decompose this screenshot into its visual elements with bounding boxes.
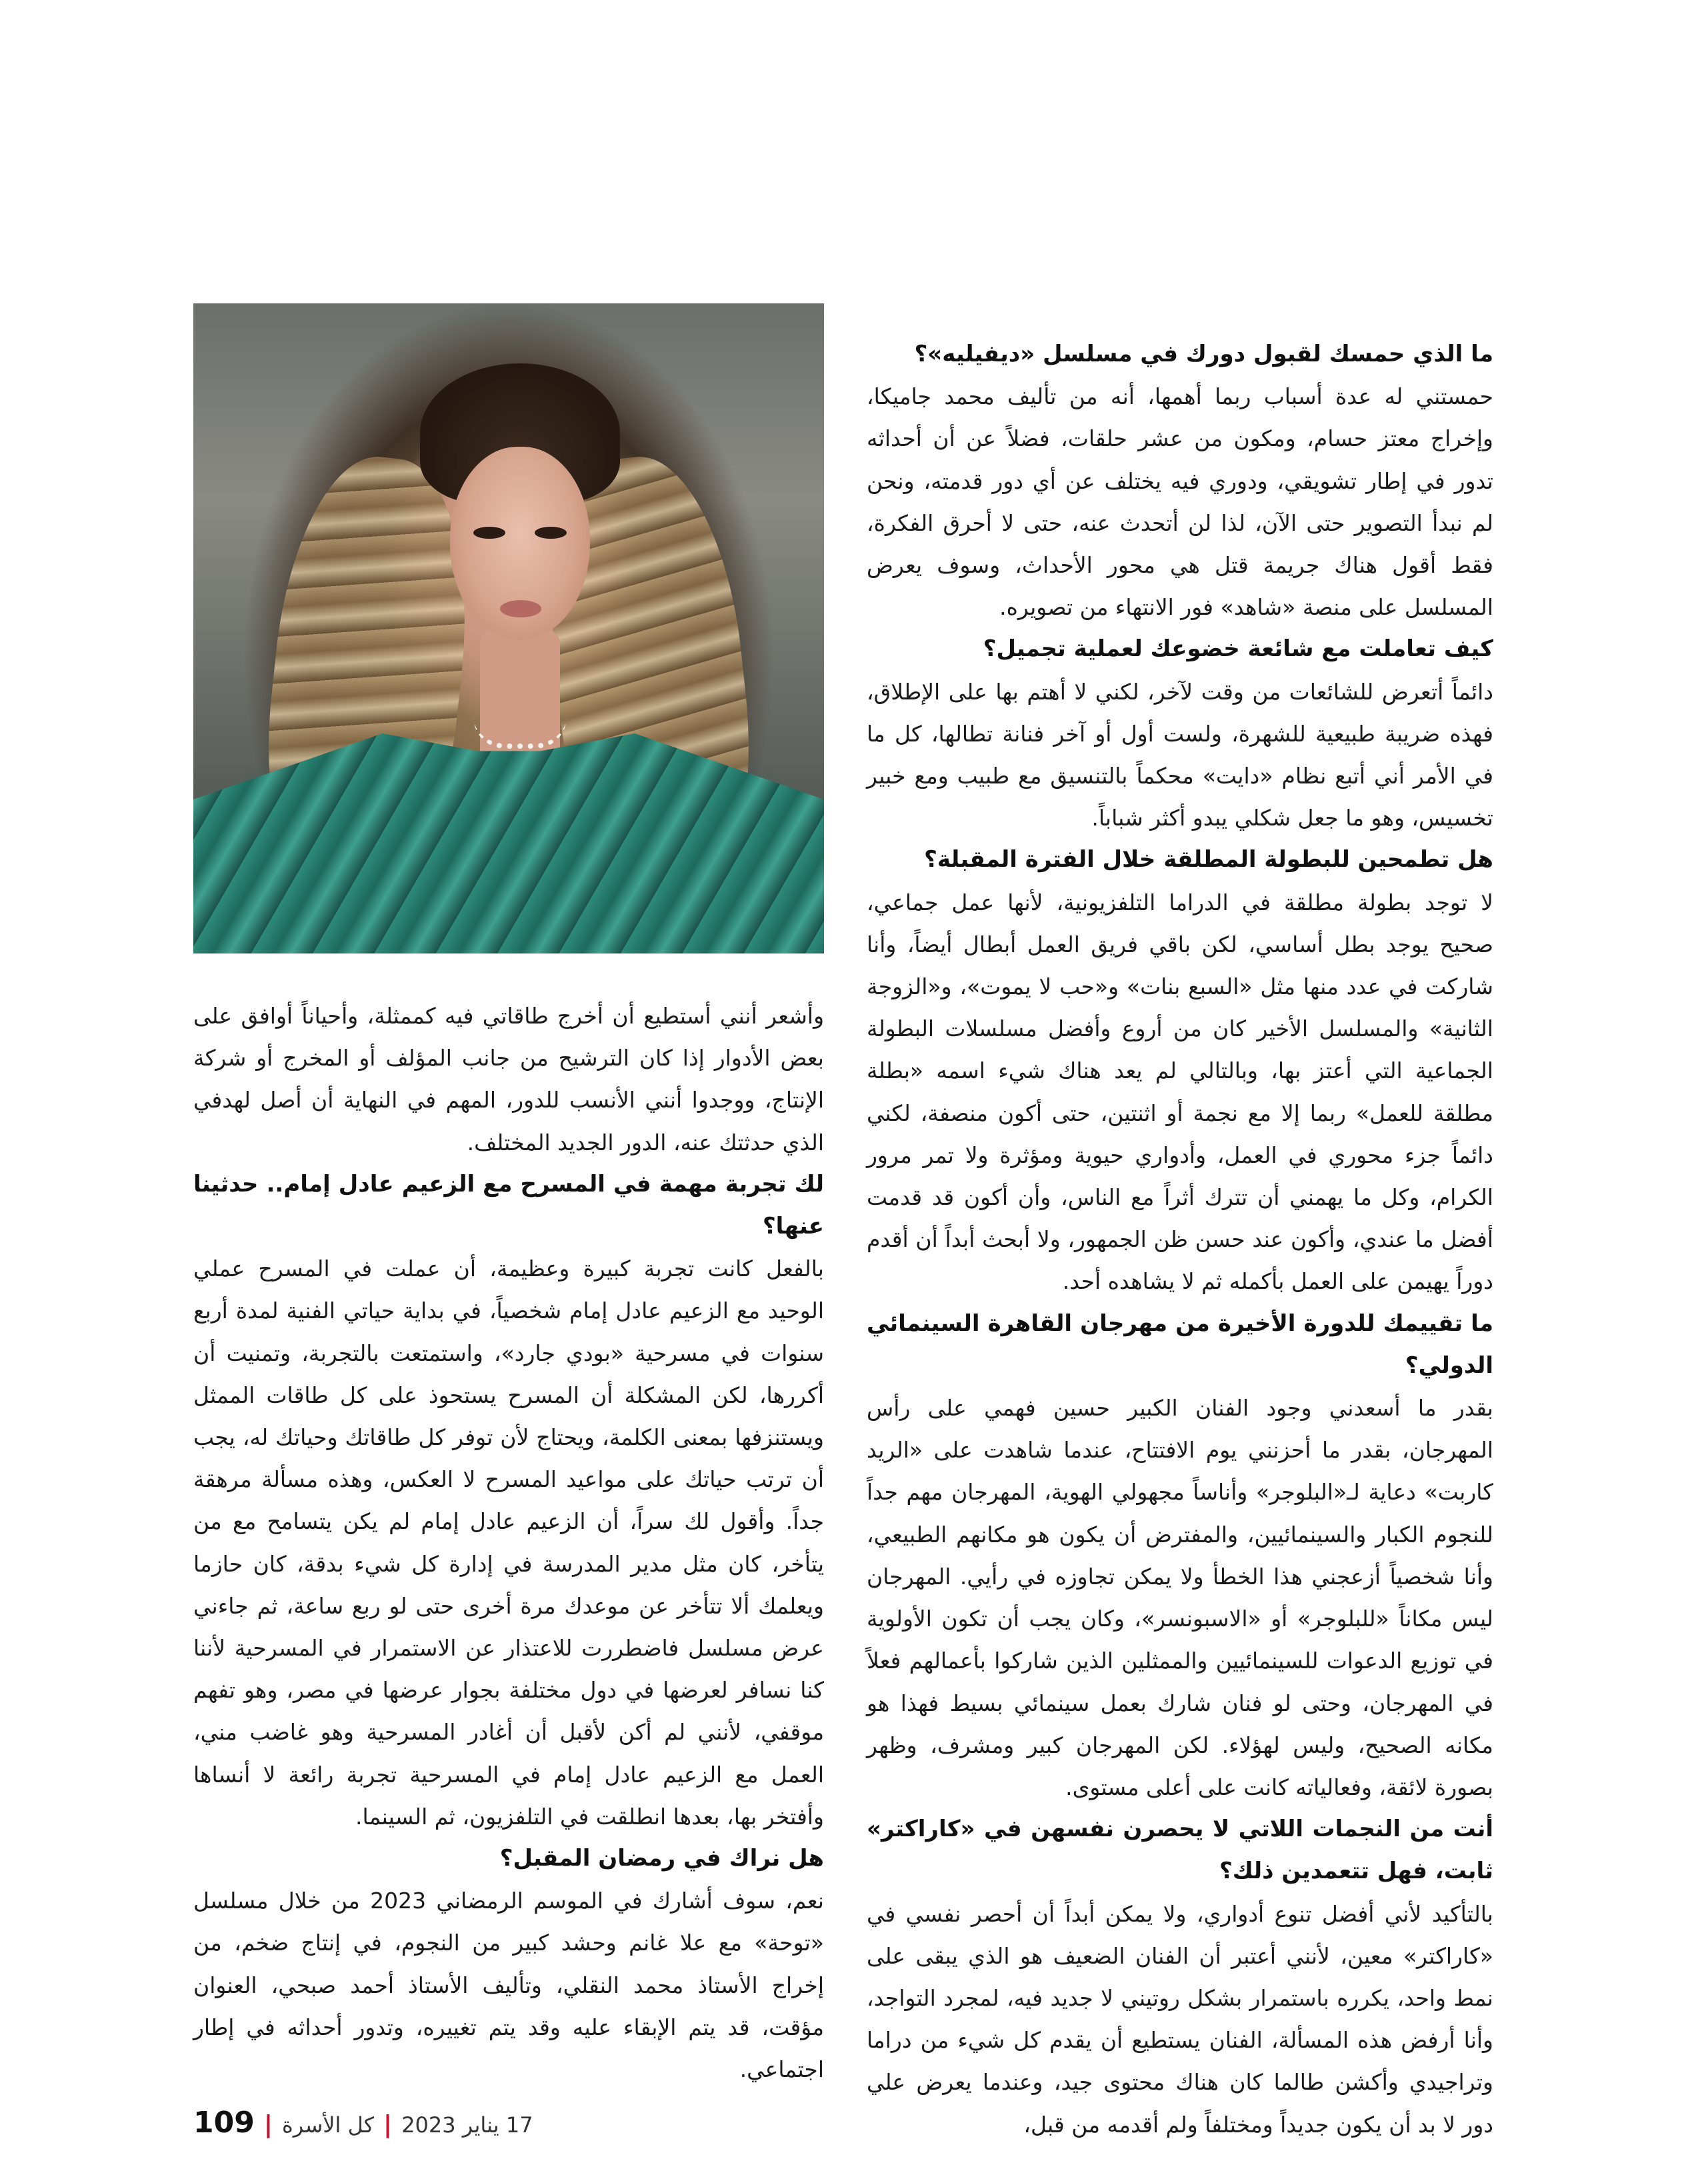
issue-date: 17 يناير 2023 — [401, 2112, 533, 2138]
page-footer — [193, 2106, 533, 2146]
lips — [500, 600, 541, 617]
article-column-left — [193, 995, 824, 2090]
eye-left — [473, 527, 505, 539]
question-heading: هل تطمحين للبطولة المطلقة خلال الفترة المقبلة؟ — [924, 846, 1493, 873]
answer-paragraph: بقدر ما أسعدني وجود الفنان الكبير حسين فهمي على رأس المهرجان، بقدر ما أحزنني يوم الافتتاح، عندما شاهدت على «الريد كاربت» دعاية لـ«البلوجر» وأناساً مجهولي الهوية، المهرجان مهم جداً للنجوم الكبار والسينمائيين، والمفترض أن يكون هو مكانهم الطبيعي، وأنا شخصياً أزعجني هذا الخطأ ولا يمكن تجاوزه في رأيي. المهرجان ليس مكاناً «للبلوجر» أو «الاسبونسر»، وكان يجب أن تكون الأولوية في توزيع الدعوات للسينمائيين والممثلين الذين شاركوا بأعمالهم فعلاً في المهرجان، وحتى لو فنان شارك بعمل سينمائي بسيط فهذا هو مكانه الصحيح، وليس لهؤلاء. لكن المهرجان كبير ومشرف، وظهر بصورة لائقة، وفعالياته كانت على أعلى مستوى. — [867, 1395, 1493, 1800]
article-column-right — [867, 333, 1493, 2146]
question-heading: ما تقييمك للدورة الأخيرة من مهرجان القاهرة السينمائي الدولي؟ — [867, 1310, 1493, 1379]
footer-separator-2: | — [383, 2111, 393, 2138]
page-number: 109 — [193, 2106, 255, 2140]
question-heading: كيف تعاملت مع شائعة خضوعك لعملية تجميل؟ — [983, 635, 1493, 663]
question-heading: هل نراك في رمضان المقبل؟ — [499, 1845, 824, 1872]
answer-paragraph: بالتأكيد لأني أفضل تنوع أدواري، ولا يمكن أبداً أن أحصر نفسي في «كاراكتر» معين، لأنني أعتبر أن الفنان الضعيف هو الذي يبقى على نمط واحد، يكرره باستمرار بشكل روتيني لا جديد فيه، لمجرد التواجد، وأنا أرفض هذه المسألة، الفنان يستطيع أن يقدم كل شيء من دراما وتراجيدي وأكشن طالما كان هناك محتوى جيد، وعندما يعرض علي دور لا بد أن يكون جديداً ومختلفاً ولم أقدمه من قبل، — [867, 1900, 1493, 2138]
eye-right — [535, 527, 567, 539]
answer-paragraph: بالفعل كانت تجربة كبيرة وعظيمة، أن عملت في المسرح عملي الوحيد مع الزعيم عادل إمام شخصياً، في بداية حياتي الفنية لمدة أربع سنوات في مسرحية «بودي جارد»، واستمتعت بالتجربة، وتمنيت أن أكررها، لكن المشكلة أن المسرح يستحوذ على كل طاقات الممثل ويستنزفها بمعنى الكلمة، ويحتاج لأن توفر كل طاقاتك وحياتك له، يجب أن ترتب حياتك على مواعيد المسرح لا العكس، وهذه مسألة مرهقة جداً. وأقول لك سراً، أن الزعيم عادل إمام لم يكن يتسامح مع من يتأخر، كان مثل مدير المدرسة في إدارة كل شيء بدقة، كان حازما ويعلمك ألا تتأخر عن موعدك مرة أخرى حتى لو ربع ساعة، ثم جاءني عرض مسلسل فاضطررت للاعتذار عن الاستمرار في المسرحية لأننا كنا نسافر لعرضها في دول مختلفة بجوار عرضها في مصر، وهو تفهم موقفي، لأنني لم أكن لأقبل أن أغادر المسرحية وهو غاضب مني، العمل مع الزعيم عادل إمام في المسرحية تجربة رائعة لا أنساها وأفتخر بها، بعدها انطلقت في التلفزيون، ثم السينما. — [193, 1256, 824, 1830]
question-heading: أنت من النجمات اللاتي لا يحصرن نفسهن في «كاراكتر» ثابت، فهل تتعمدين ذلك؟ — [867, 1816, 1493, 1885]
answer-paragraph: حمستني له عدة أسباب ربما أهمها، أنه من تأليف محمد جاميكا، وإخراج معتز حسام، ومكون من عشر حلقات، فضلاً عن أن أحداثه تدور في إطار تشويقي، ودوري فيه يختلف عن أي دور قدمته، ونحن لم نبدأ التصوير حتى الآن، لذا لن أتحدث عنه، حتى لا أحرق الفكرة، فقط أقول هناك جريمة قتل هي محور الأحداث، وسوف يعرض المسلسل على منصة «شاهد» فور الانتهاء من تصويره. — [867, 383, 1493, 621]
footer-separator: | — [263, 2111, 273, 2138]
answer-paragraph: وأشعر أنني أستطيع أن أخرج طاقاتي فيه كممثلة، وأحياناً أوافق على بعض الأدوار إذا كان الترشيح من جانب المؤلف أو المخرج أو شركة الإنتاج، ووجدوا أنني الأنسب للدور، المهم في النهاية أن أصل لهدفي الذي حدثتك عنه، الدور الجديد المختلف. — [193, 1003, 824, 1156]
actress-portrait-photo — [193, 303, 824, 953]
answer-paragraph: دائماً أتعرض للشائعات من وقت لآخر، لكني لا أهتم بها على الإطلاق، فهذه ضريبة طبيعية للشهرة، ولست أول أو آخر فنانة تطالها، كل ما في الأمر أني أتبع نظام «دايت» محكماً بالتنسيق مع طبيب ومع خبير تخسيس، وهو ما جعل شكلي يبدو أكثر شباباً. — [867, 678, 1493, 831]
answer-paragraph: لا توجد بطولة مطلقة في الدراما التلفزيونية، لأنها عمل جماعي، صحيح يوجد بطل أساسي، لكن باقي فريق العمل أبطال أيضاً، وأنا شاركت في عدد منها مثل «السبع بنات» و«حب لا يموت»، و«الزوجة الثانية» والمسلسل الأخير كان من أروع وأفضل مسلسلات البطولة الجماعية التي أعتز بها، وبالتالي لم يعد هناك شيء اسمه «بطلة مطلقة للعمل» ربما إلا مع نجمة أو اثنتين، حتى أكون منصفة، لكني دائماً جزء محوري في العمل، وأدواري حيوية ومؤثرة ولا تمر مرور الكرام، وكل ما يهمني أن تترك أثراً مع الناس، وأن أكون قد قدمت أفضل ما عندي، وأكون عند حسن ظن الجمهور، ولا أبحث أبداً أن أقدم دوراً يهيمن على العمل بأكمله ثم لا يشاهده أحد. — [867, 889, 1493, 1295]
magazine-name: كل الأسرة — [282, 2112, 375, 2138]
question-heading: ما الذي حمسك لقبول دورك في مسلسل «ديفيليه»؟ — [914, 341, 1493, 367]
answer-paragraph: نعم، سوف أشارك في الموسم الرمضاني 2023 من خلال مسلسل «توحة» مع علا غانم وحشد كبير من النجوم، في إنتاج ضخم، من إخراج الأستاذ محمد النقلي، وتأليف الأستاذ أحمد صبحي، العنوان مؤقت، قد يتم الإبقاء عليه وقد يتم تغييره، وتدور أحداثه في إطار اجتماعي. — [193, 1888, 824, 2083]
question-heading: لك تجربة مهمة في المسرح مع الزعيم عادل إمام.. حدثينا عنها؟ — [193, 1170, 824, 1240]
green-patterned-top — [193, 733, 824, 953]
